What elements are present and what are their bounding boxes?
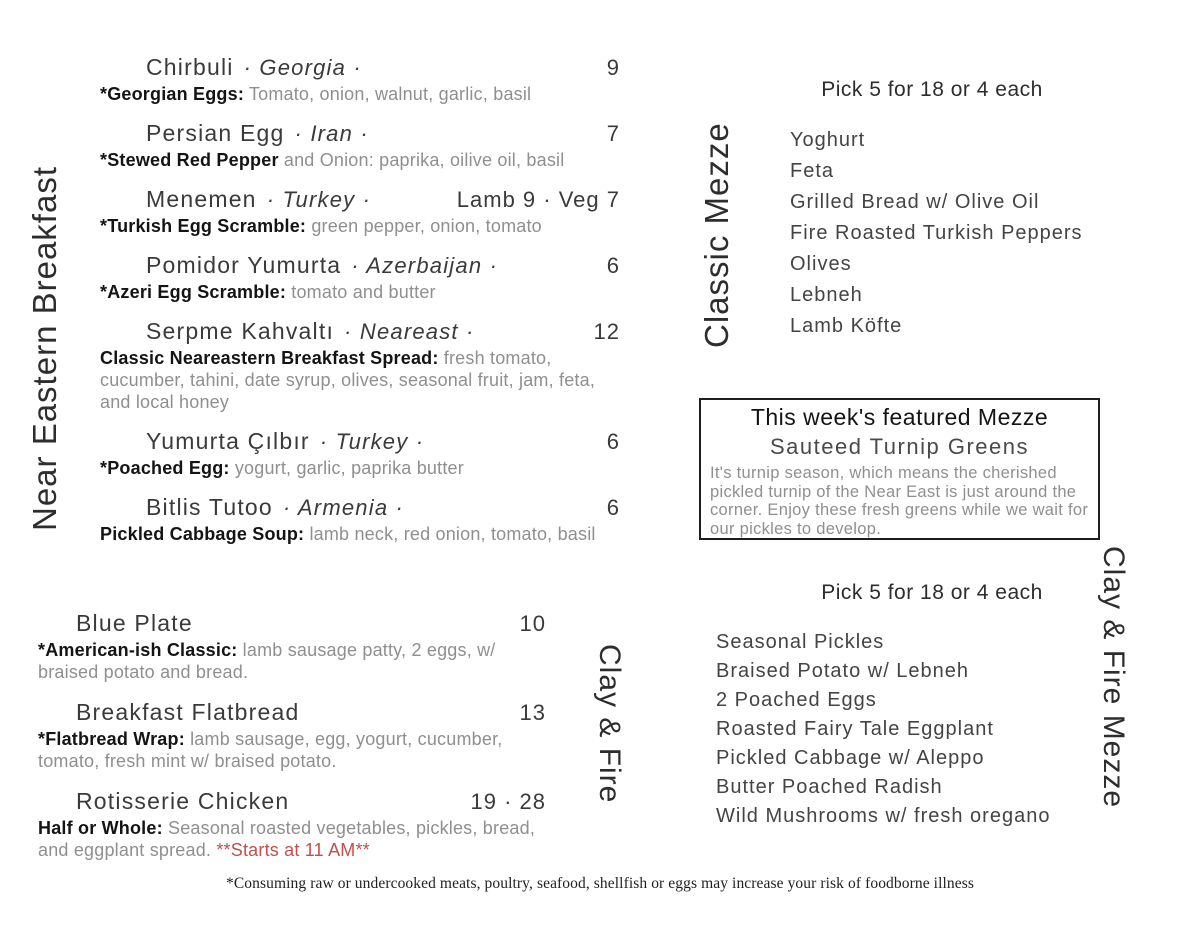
item-price: 12 [593, 319, 620, 344]
item-title-row [100, 492, 620, 523]
featured-mezze-title: This week's featured Mezze [750, 404, 1049, 430]
item-description [38, 728, 546, 772]
item-description [100, 457, 620, 479]
item-description [100, 83, 620, 105]
item-description-lead: *Georgian Eggs: [100, 84, 245, 104]
list-item: Lamb Köfte [790, 315, 903, 337]
menu-item-serpme-kahvalti [100, 316, 620, 413]
item-name: Blue Plate [76, 610, 193, 636]
item-price: 9 [606, 55, 620, 80]
item-description-rest: tomato and butter [286, 282, 436, 302]
menu-item-menemen [100, 184, 620, 237]
foodborne-illness-disclaimer: *Consuming raw or undercooked meats, poultry, seafood, shellfish or eggs may increase your risk of foodborne illness [226, 875, 974, 892]
item-description [38, 639, 546, 683]
clay-and-fire-section [38, 608, 546, 875]
item-description-rest: and Onion: paprika, oilive oil, basil [278, 150, 565, 170]
classic-mezze-list [790, 130, 1083, 347]
menu-item-persian-egg [100, 118, 620, 171]
list-item: Butter Poached Radish [716, 776, 943, 798]
item-description-lead: Half or Whole: [38, 818, 163, 838]
item-origin: · Turkey · [319, 429, 425, 454]
clay-fire-mezze-list [716, 632, 1050, 835]
item-name: Chirbuli [146, 54, 234, 80]
item-title-row [38, 608, 546, 639]
list-item: Roasted Fairy Tale Eggplant [716, 718, 994, 740]
item-name: Persian Egg [146, 120, 285, 146]
list-item: Braised Potato w/ Lebneh [716, 660, 970, 682]
list-item: 2 Poached Eggs [716, 689, 877, 711]
item-title-row [38, 697, 546, 728]
item-price: 6 [606, 495, 620, 520]
item-name: Rotisserie Chicken [76, 788, 290, 814]
item-price: 13 [519, 700, 546, 725]
item-origin: · Armenia · [282, 495, 405, 520]
item-description-lead: Pickled Cabbage Soup: [100, 524, 305, 544]
item-description-rest: yogurt, garlic, paprika butter [229, 458, 464, 478]
item-name: Pomidor Yumurta [146, 252, 342, 278]
item-price: 6 [606, 429, 620, 454]
list-item: Fire Roasted Turkish Peppers [790, 222, 1083, 244]
item-description-rest: green pepper, onion, tomato [306, 216, 542, 236]
item-price: 10 [519, 611, 546, 636]
menu-item-yumurta-cilbir [100, 426, 620, 479]
item-title-row [100, 426, 620, 457]
classic-mezze-pricing-header: Pick 5 for 18 or 4 each [821, 78, 1043, 101]
menu-item-breakfast-flatbread [38, 697, 546, 772]
section-label-near-eastern-breakfast: Near Eastern Breakfast [26, 166, 63, 531]
item-description [100, 215, 620, 237]
list-item: Grilled Bread w/ Olive Oil [790, 191, 1040, 213]
list-item: Yoghurt [790, 129, 866, 151]
menu-item-chirbuli [100, 52, 620, 105]
menu-item-rotisserie-chicken [38, 786, 546, 861]
item-origin: · Georgia · [243, 55, 362, 80]
item-price: 6 [606, 253, 620, 278]
clay-fire-mezze-pricing-header: Pick 5 for 18 or 4 each [821, 581, 1043, 604]
item-description-rest: fresh tomato, cucumber, tahini, date syrup, olives, seasonal fruit, jam, feta, and local honey [100, 348, 596, 412]
item-origin: · Azerbaijan · [351, 253, 499, 278]
item-title-row [100, 52, 620, 83]
menu-item-bitlis-tutoo [100, 492, 620, 545]
item-title-row [100, 184, 620, 215]
item-description-lead: *Poached Egg: [100, 458, 230, 478]
list-item: Pickled Cabbage w/ Aleppo [716, 747, 985, 769]
item-name: Menemen [146, 186, 257, 212]
item-description [38, 817, 546, 861]
item-description-lead: Classic Neareastern Breakfast Spread: [100, 348, 439, 368]
item-name: Breakfast Flatbread [76, 699, 300, 725]
list-item: Wild Mushrooms w/ fresh oregano [716, 805, 1051, 827]
item-description [100, 149, 620, 171]
item-price: Lamb 9 · Veg 7 [456, 187, 620, 212]
item-description-lead: *Turkish Egg Scramble: [100, 216, 307, 236]
section-label-classic-mezze: Classic Mezze [698, 122, 735, 348]
list-item: Lebneh [790, 284, 863, 306]
section-label-clay-and-fire: Clay & Fire [593, 644, 626, 804]
item-name: Serpme Kahvaltı [146, 318, 335, 344]
item-description [100, 281, 620, 303]
item-description [100, 347, 620, 413]
item-origin: · Iran · [294, 121, 369, 146]
section-label-clay-and-fire-mezze: Clay & Fire Mezze [1097, 546, 1130, 809]
item-description-lead: *Stewed Red Pepper [100, 150, 279, 170]
item-availability-note: **Starts at 11 AM** [216, 840, 370, 860]
item-origin: · Turkey · [266, 187, 372, 212]
item-description-lead: *Azeri Egg Scramble: [100, 282, 287, 302]
item-description-rest: lamb sausage, egg, yogurt, cucumber, tomato, fresh mint w/ braised potato. [38, 729, 503, 771]
list-item: Seasonal Pickles [716, 631, 885, 653]
item-description [100, 523, 620, 545]
breakfast-section [100, 52, 620, 558]
item-origin: · Neareast · [344, 319, 475, 344]
featured-mezze-box [699, 398, 1100, 540]
item-title-row [100, 316, 620, 347]
menu-item-pomidor-yumurta [100, 250, 620, 303]
item-description-lead: *American-ish Classic: [38, 640, 238, 660]
item-price: 19 · 28 [470, 789, 546, 814]
list-item: Feta [790, 160, 835, 182]
item-title-row [38, 786, 546, 817]
item-description-rest: Seasonal roasted vegetables, pickles, bread, and eggplant spread. [38, 818, 536, 860]
item-name: Bitlis Tutoo [146, 494, 273, 520]
item-description-lead: *Flatbread Wrap: [38, 729, 185, 749]
item-name: Yumurta Çılbır [146, 428, 310, 454]
list-item: Olives [790, 253, 852, 275]
item-description-rest: lamb neck, red onion, tomato, basil [304, 524, 596, 544]
item-description-rest: Tomato, onion, walnut, garlic, basil [244, 84, 532, 104]
item-price: 7 [606, 121, 620, 146]
menu-item-blue-plate [38, 608, 546, 683]
featured-mezze-description: It's turnip season, which means the cherished pickled turnip of the Near East is just around the corner. Enjoy these fresh greens while we wait for our pickles to develop. [710, 464, 1089, 538]
item-description-rest: lamb sausage patty, 2 eggs, w/ braised potato and bread. [38, 640, 496, 682]
item-title-row [100, 118, 620, 149]
item-title-row [100, 250, 620, 281]
featured-mezze-subtitle: Sauteed Turnip Greens [770, 434, 1029, 459]
